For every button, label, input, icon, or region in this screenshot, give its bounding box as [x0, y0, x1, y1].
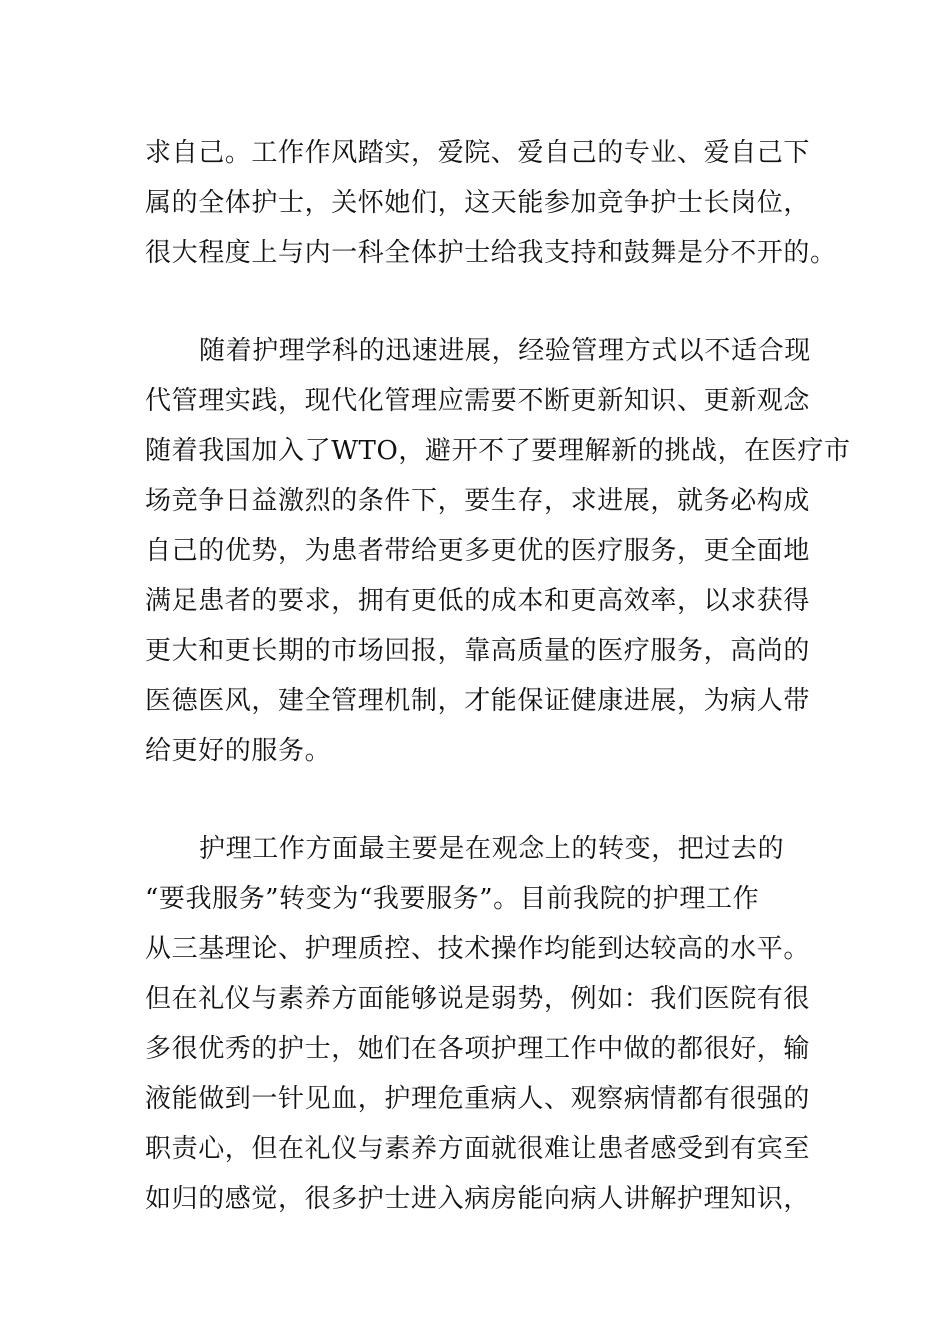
text-line: 但在礼仪与素养方面能够说是弱势，例如：我们医院有很 [145, 984, 811, 1014]
paragraph-spacer [145, 278, 825, 326]
text-line: 随着我国加入了WTO，避开不了要理解新的挑战，在医疗市 [145, 436, 851, 466]
text-line: 随着护理学科的迅速进展，经验管理方式以不适合现 [199, 336, 811, 366]
text-line: 如归的感觉，很多护士进入病房能向病人讲解护理知识， [145, 1184, 811, 1214]
text-line: 很大程度上与内一科全体护士给我支持和鼓舞是分不开的。 [145, 238, 837, 268]
text-line: 从三基理论、护理质控、技术操作均能到达较高的水平。 [145, 934, 811, 964]
text-line: 满足患者的要求，拥有更低的成本和更高效率，以求获得 [145, 586, 811, 616]
text-line: 代管理实践，现代化管理应需要不断更新知识、更新观念 [145, 386, 811, 416]
text-line: 求自己。工作作风踏实，爱院、爱自己的专业、爱自己下 [145, 138, 811, 168]
paragraph-1 [145, 128, 837, 278]
text-line: 场竞争日益激烈的条件下，要生存，求进展，就务必构成 [145, 486, 811, 516]
text-line: 更大和更长期的市场回报，靠高质量的医疗服务，高尚的 [145, 636, 811, 666]
text-line: 给更好的服务。 [145, 736, 332, 766]
text-line: 医德医风，建全管理机制，才能保证健康进展，为病人带 [145, 686, 811, 716]
text-line: 职责心，但在礼仪与素养方面就很难让患者感受到有宾至 [145, 1134, 811, 1164]
paragraph-spacer [145, 776, 825, 824]
paragraph-3 [145, 824, 825, 1224]
document-body [145, 128, 851, 1224]
paragraph-2 [145, 326, 851, 776]
text-line: 自己的优势，为患者带给更多更优的医疗服务，更全面地 [145, 536, 811, 566]
text-line: 多很优秀的护士，她们在各项护理工作中做的都很好，输 [145, 1034, 811, 1064]
text-line: “要我服务”转变为“我要服务”。目前我院的护理工作 [145, 884, 760, 914]
text-line: 属的全体护士，关怀她们，这天能参加竞争护士长岗位， [145, 188, 811, 218]
text-line: 护理工作方面最主要是在观念上的转变，把过去的 [199, 834, 785, 864]
text-line: 液能做到一针见血，护理危重病人、观察病情都有很强的 [145, 1084, 811, 1114]
